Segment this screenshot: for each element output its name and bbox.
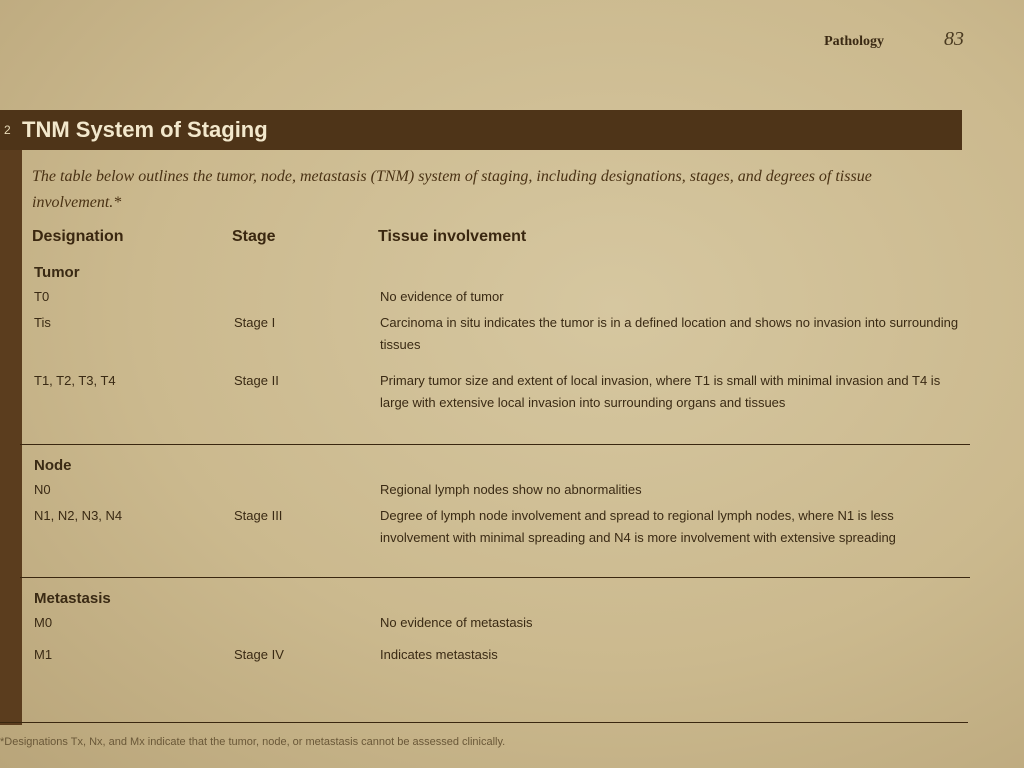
table-row [22,644,968,674]
section-label: Node [34,457,72,474]
section-divider [20,444,970,445]
section-label: Metastasis [34,590,111,607]
column-header-stage: Stage [232,228,276,245]
designation-cell: Tis [34,315,51,330]
designation-cell: T0 [34,289,50,304]
section-divider [20,577,970,578]
stage-cell: Stage I [234,315,276,330]
table-row [22,370,968,444]
table-row [22,505,968,577]
table-content [22,150,968,674]
section-metastasis [22,586,968,674]
table-title: TNM System of Staging [22,117,268,142]
designation-cell: T1, T2, T3, T4 [34,373,116,388]
column-headers [22,222,968,256]
running-head: Pathology [824,34,884,49]
table-bottom-rule [0,722,968,723]
stage-cell: Stage II [234,373,279,388]
tissue-cell: Carcinoma in situ indicates the tumor is in a defined location and shows no invasion into surrounding tissues [380,315,959,352]
table-number: 2 [4,123,11,137]
tissue-cell: Indicates metastasis [380,647,498,662]
section-node [22,453,968,577]
designation-cell: N0 [34,482,51,497]
title-bar [0,110,962,150]
designation-cell: N1, N2, N3, N4 [34,508,123,523]
stage-cell: Stage III [234,508,283,523]
tissue-cell: Degree of lymph node involvement and spread to regional lymph nodes, where N1 is less involvement with minimal spreading and N4 is more involvement with extensive spreading [380,508,896,545]
stage-cell: Stage IV [234,647,284,662]
table-row [22,612,968,644]
designation-cell: M1 [34,647,53,662]
table-row [22,286,968,312]
footnote: *Designations Tx, Nx, and Mx indicate that the tumor, node, or metastasis cannot be assessed clinically. [0,736,506,748]
page-header [824,28,964,51]
left-rule [0,110,22,725]
tissue-cell: No evidence of metastasis [380,615,533,630]
page-number: 83 [944,28,964,50]
table-intro: The table below outlines the tumor, node, metastasis (TNM) system of staging, including designations, stages, and degrees of tissue involvement.* [32,168,872,211]
designation-cell: M0 [34,615,53,630]
table-row [22,479,968,505]
column-header-tissue: Tissue involvement [378,228,527,245]
section-label: Tumor [34,264,80,281]
tissue-cell: No evidence of tumor [380,289,504,304]
tissue-cell: Primary tumor size and extent of local invasion, where T1 is small with minimal invasion and T4 is large with extensive local invasion into surrounding organs and tissues [380,373,941,410]
column-header-designation: Designation [32,228,124,245]
tissue-cell: Regional lymph nodes show no abnormalities [380,482,642,497]
section-tumor [22,260,968,444]
table-row [22,312,968,370]
